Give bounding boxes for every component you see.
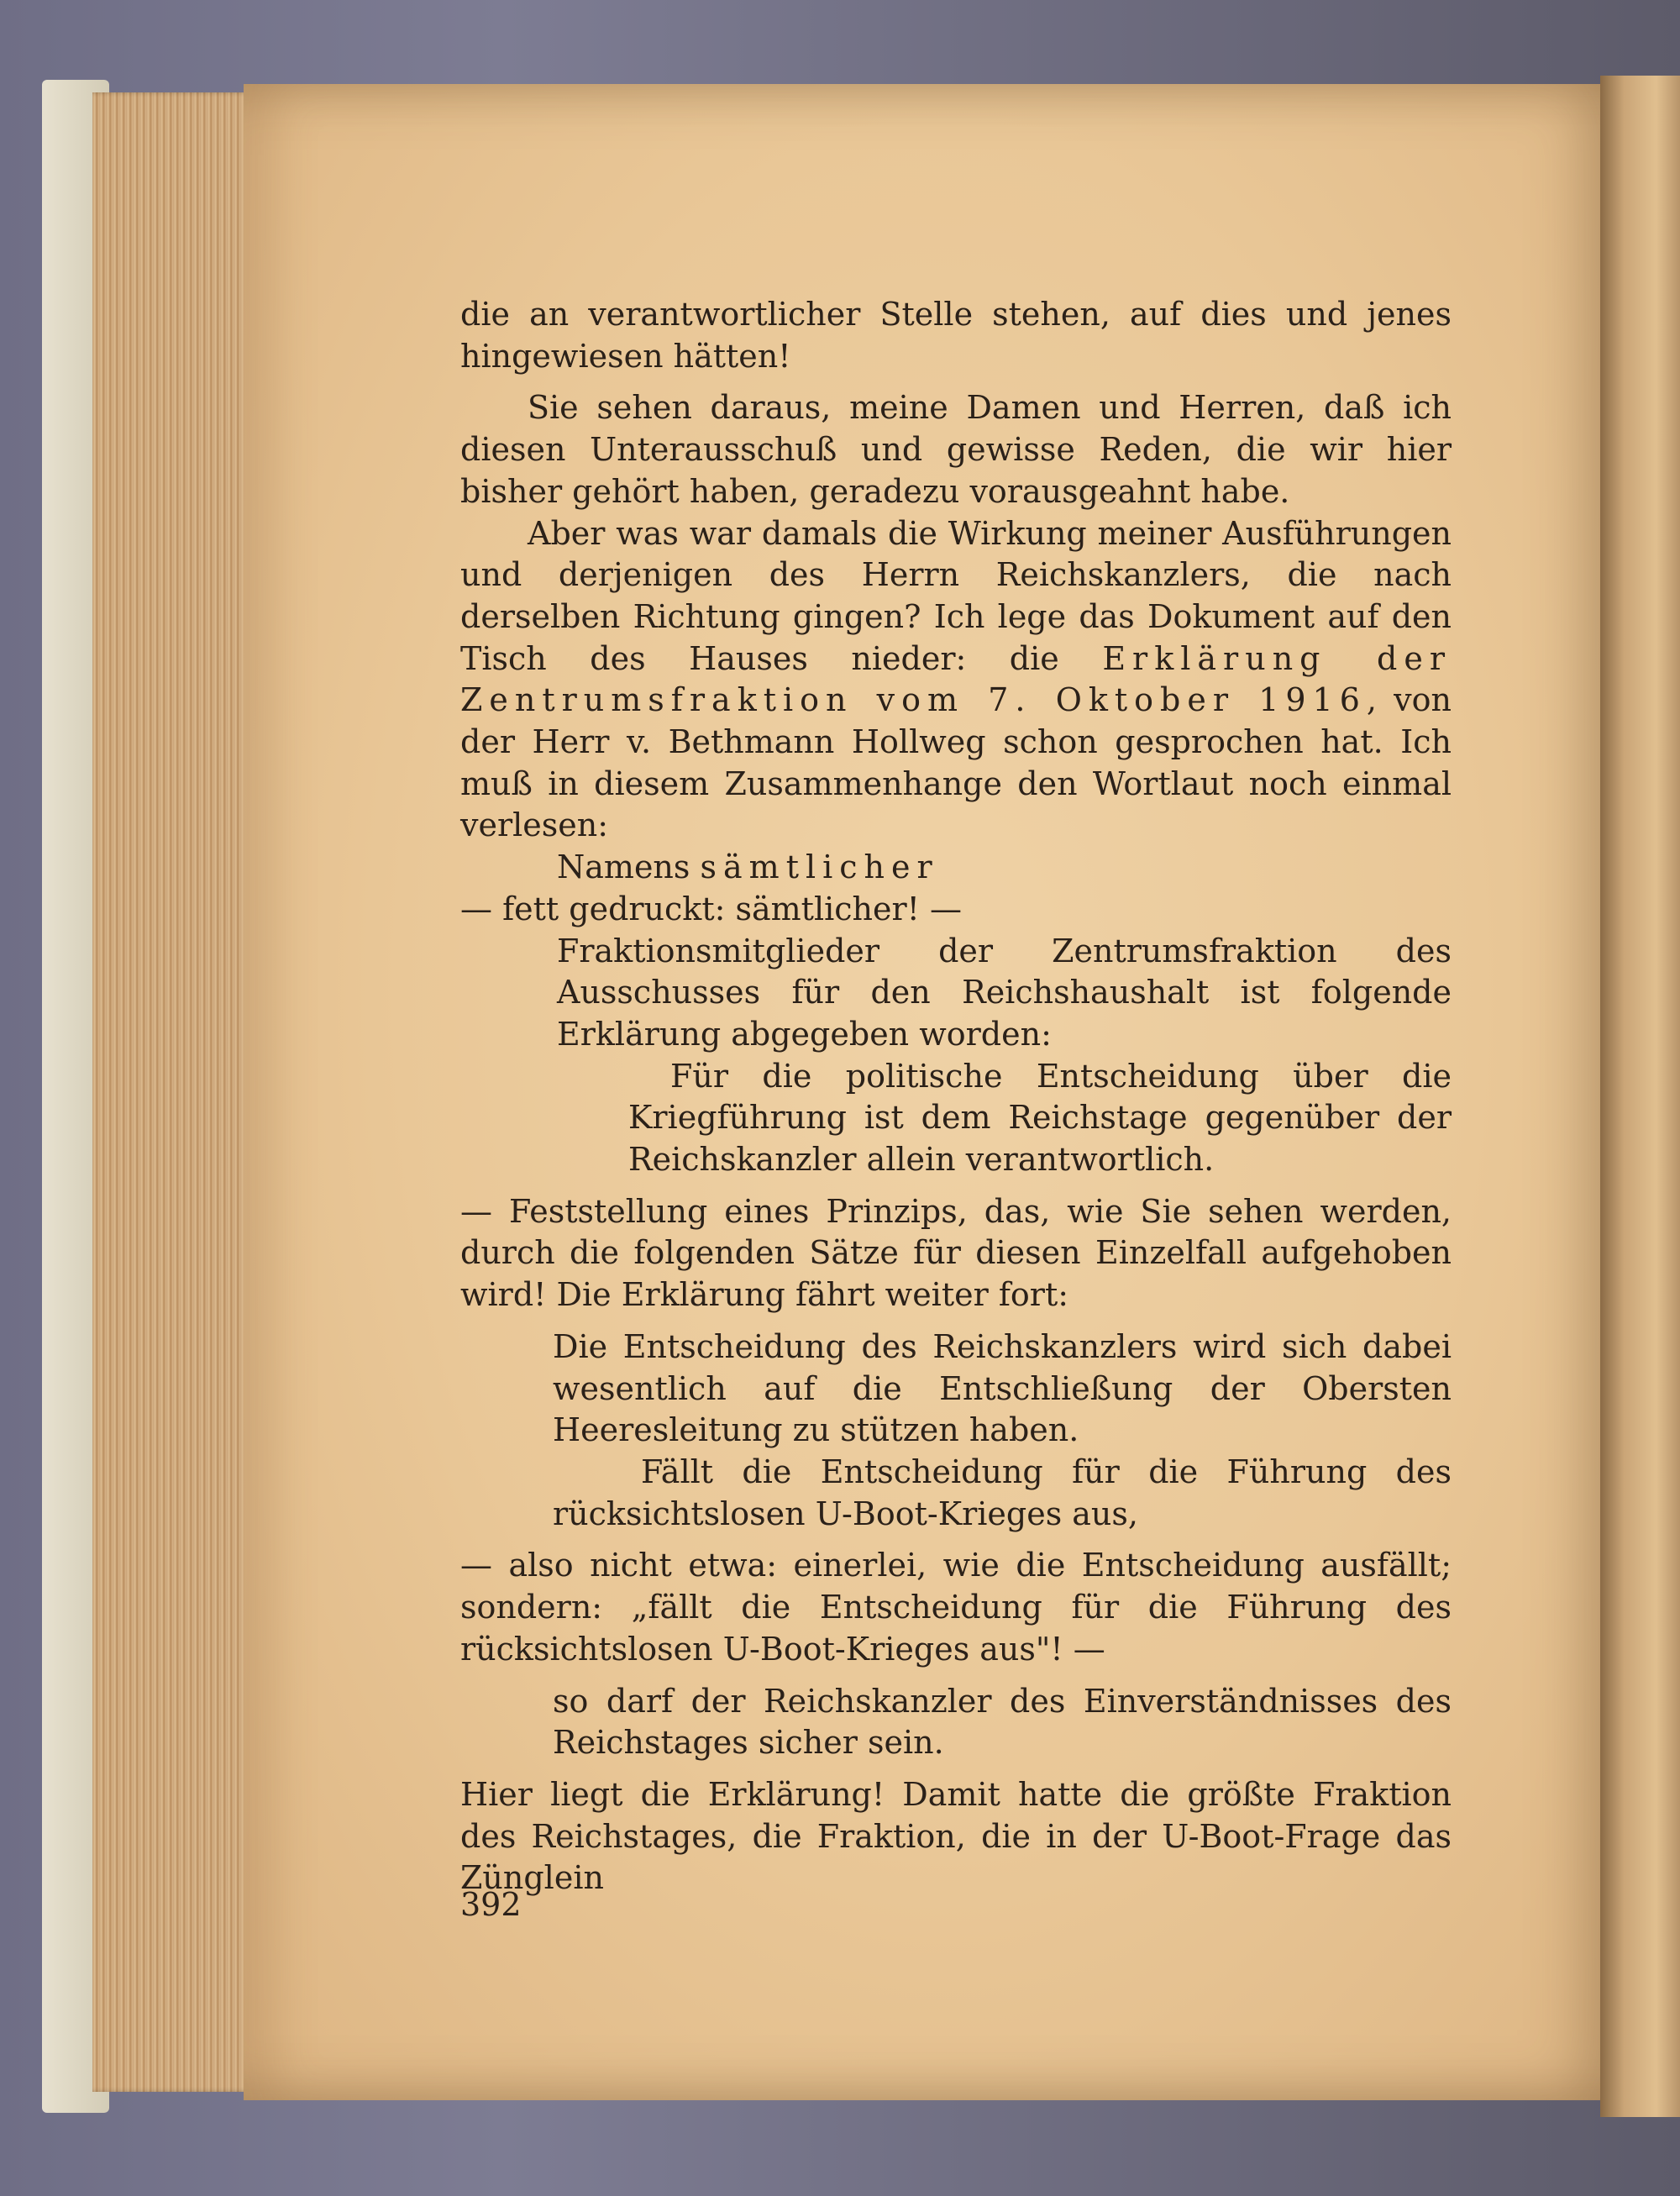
paragraph-also-nicht-etwa: — also nicht etwa: einerlei, wie die Entscheidung ausfällt; sondern: „fällt die Entscheidung für die Führung des rücksichtslosen U-Boot-Krieges aus"! — [460,1547,1452,1668]
quote-faellt-die-entscheidung: Fällt die Entscheidung für die Führung des rücksichtslosen U-Boot-Krieges aus, [553,1453,1452,1532]
spaced-word-saemtlicher: sämtlicher [700,848,939,886]
paragraph-hier-liegt: Hier liegt die Erklärung! Damit hatte die größte Fraktion des Reichstages, die Fraktion, die in der U-Boot-Frage das Zünglein [460,1775,1452,1897]
page-text [460,294,1452,1899]
book-gutter [1600,76,1680,2117]
quote-entscheidung-reichskanzler: Die Entscheidung des Reichskanzlers wird sich dabei wesentlich auf die Entschließung der Obersten Heeresleitung zu stützen haben. [553,1327,1452,1449]
paragraph-wirkung-tail: , von der Herr v. Bethmann Hollweg schon gesprochen hat. Ich muß in diesem Zusammenhange den Wortlaut noch einmal verlesen: [460,681,1452,844]
quote-politische-entscheidung: Für die politische Entscheidung über die Kriegführung ist dem Reichstage gegenüber der Reichskanzler allein verantwortlich. [628,1057,1452,1179]
quote-so-darf: so darf der Reichskanzler des Einverständnisses des Reichstages sicher sein. [553,1682,1452,1762]
paragraph-feststellung: — Feststellung eines Prinzips, das, wie Sie sehen werden, durch die folgenden Sätze für diesen Einzelfall aufgehoben wird! Die Erklärung fährt weiter fort: [460,1192,1452,1314]
page-number: 392 [460,1886,522,1923]
paragraph-continuation: die an verantwortlicher Stelle stehen, auf dies und jenes hingewiesen hätten! [460,296,1452,375]
quote-fraktionsmitglieder: Fraktionsmitglieder der Zentrumsfraktion des Ausschusses für den Reichshaushalt ist folgende Erklärung abgegeben worden: [557,932,1452,1053]
quote-namens [557,847,1452,889]
interjection-fett: — fett gedruckt: sämtlicher! — [460,890,963,927]
spaced-title-erklaerung: Erklärung der Zentrumsfraktion vom 7. Oktober 1916 [460,639,1452,719]
paragraph-unterausschuss: Sie sehen daraus, meine Damen und Herren, daß ich diesen Unterausschuß und gewisse Reden, die wir hier bisher gehört haben, geradezu vorausgeahnt habe. [460,389,1452,510]
paragraph-wirkung [460,513,1452,848]
paragraph-wirkung-text: Aber was war damals die Wirkung meiner Ausführungen und derjenigen des Herrn Reichskanzlers, die nach derselben Richtung gingen? Ich lege das Dokument auf den Tisch des Hauses nieder: die [460,514,1452,677]
page-stack [92,92,260,2092]
quote-namens-word: Namens [557,848,690,886]
